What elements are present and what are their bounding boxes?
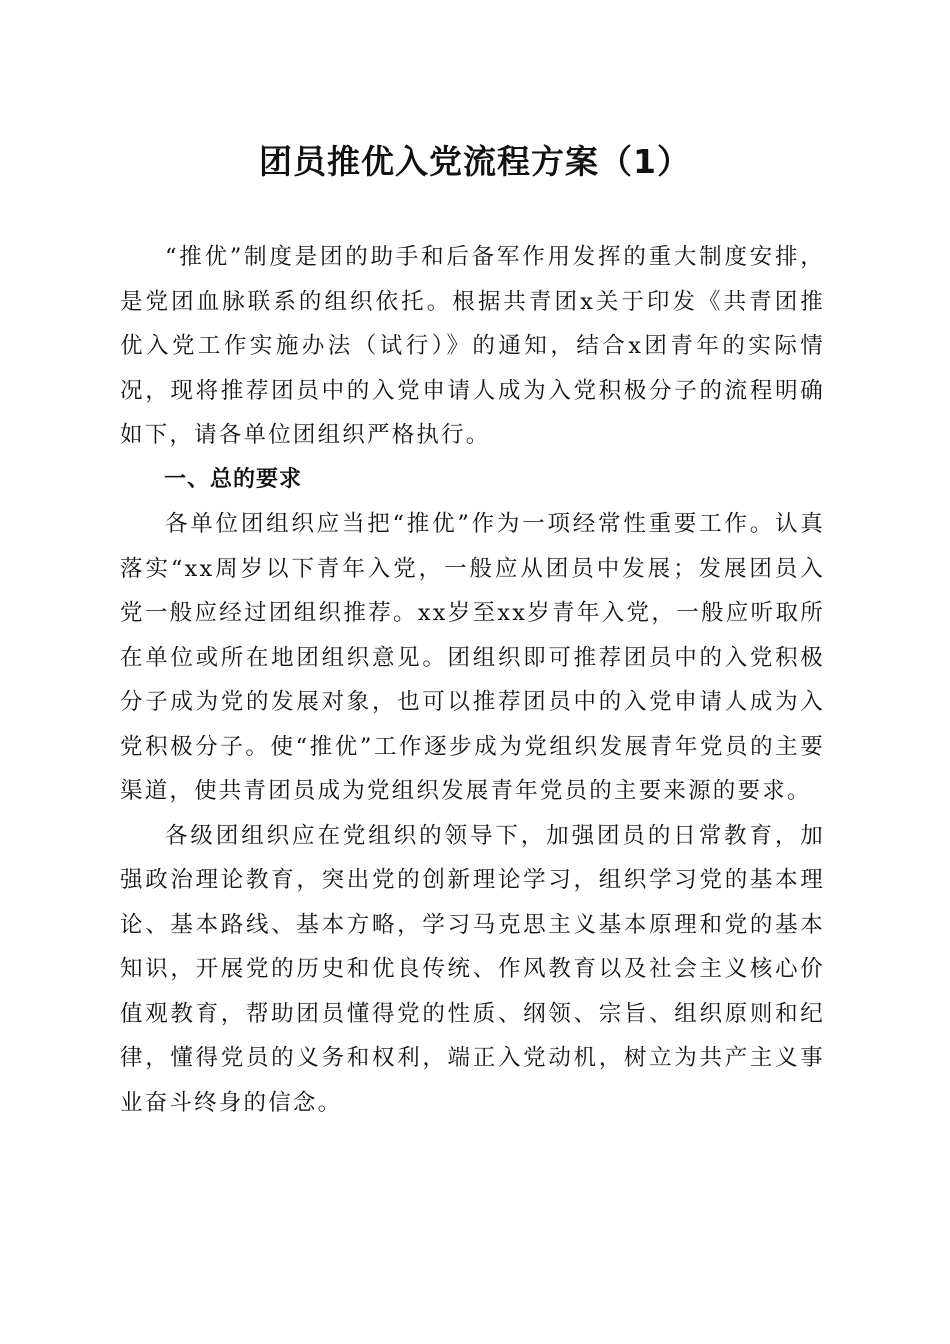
document-title: 团员推优入党流程方案（1） <box>259 142 691 181</box>
document-body <box>120 235 825 1125</box>
section1-paragraph-2: 各级团组织应在党组织的领导下，加强团员的日常教育，加强政治理论教育，突出党的创新理论学习，组织学习党的基本理论、基本路线、基本方略，学习马克思主义基本原理和党的基本知识，开展党的历史和优良传统、作风教育以及社会主义核心价值观教育，帮助团员懂得党的性质、纲领、宗旨、组织原则和纪律，懂得党员的义务和权利，端正入党动机，树立为共产主义事业奋斗终身的信念。 <box>120 822 825 1116</box>
intro-paragraph: “推优”制度是团的助手和后备军作用发挥的重大制度安排，是党团血脉联系的组织依托。根据共青团x关于印发《共青团推优入党工作实施办法（试行）》的通知，结合x团青年的实际情况，现将推荐团员中的入党申请人成为入党积极分子的流程明确如下，请各单位团组织严格执行。 <box>120 244 825 448</box>
section-heading-general-requirements: 一、总的要求 <box>164 466 303 492</box>
section1-paragraph-1: 各单位团组织应当把“推优”作为一项经常性重要工作。认真落实“xx周岁以下青年入党，一般应从团员中发展；发展团员入党一般应经过团组织推荐。xx岁至xx岁青年入党，一般应听取所在单位或所在地团组织意见。团组织即可推荐团员中的入党积极分子成为党的发展对象，也可以推荐团员中的入党申请人成为入党积极分子。使“推优”工作逐步成为党组织发展青年党员的主要渠道，使共青团员成为党组织发展青年党员的主要来源的要求。 <box>120 511 825 804</box>
